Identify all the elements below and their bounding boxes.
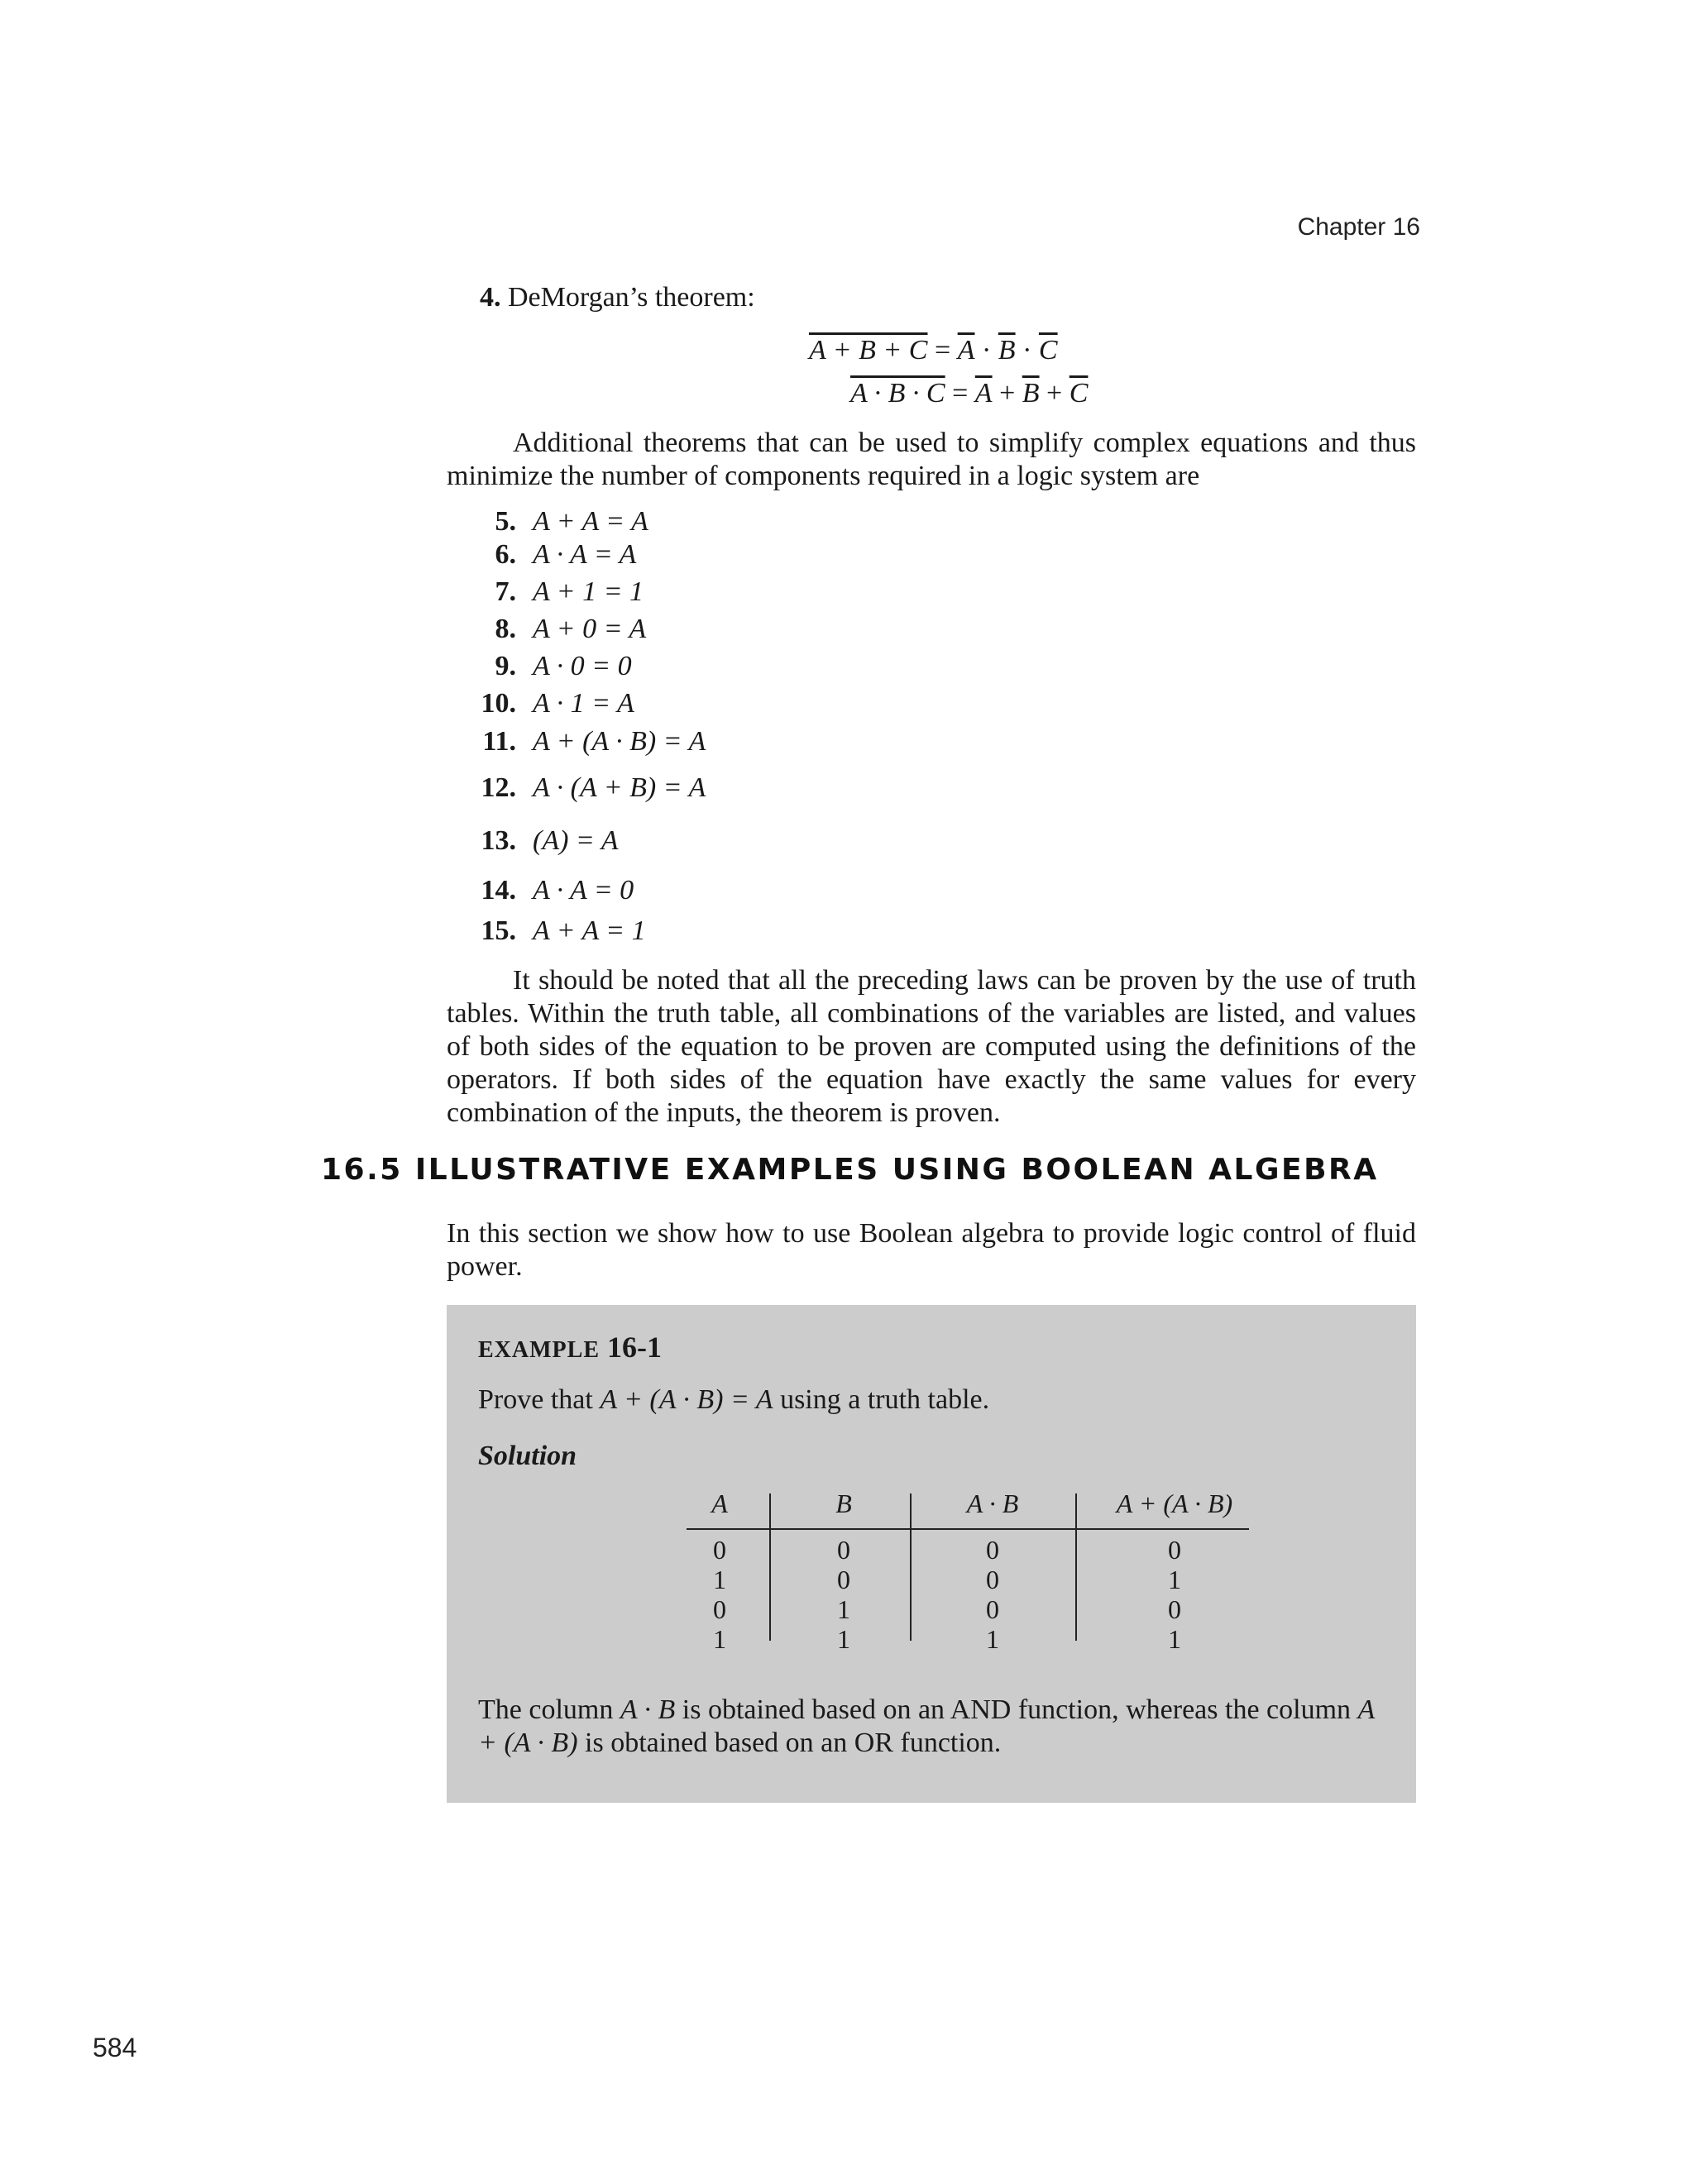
table-cell: 1 (837, 1594, 850, 1624)
table-cell: 1 (1168, 1565, 1181, 1594)
table-column-divider (769, 1493, 771, 1641)
table-cell: 1 (986, 1624, 999, 1654)
table-cell: 0 (1168, 1535, 1181, 1565)
example-box (447, 1305, 1416, 1803)
demorgan-equation-1: $A + B + C = \overline{A} \cdot \overline{B} \cdot \overline{C}$ (809, 335, 1058, 366)
section-intro: In this section we show how to use Boolean algebra to provide logic control of fluid power. (447, 1218, 1416, 1282)
table-header: A + (A · B) (1116, 1489, 1233, 1518)
item-number: 4. (480, 282, 501, 313)
demorgan-heading (480, 281, 755, 314)
table-header: A (711, 1489, 728, 1518)
example-note: The column A · B is obtained based on an AND function, whereas the column A + (A · B) is obtained based on an OR function. (478, 1694, 1375, 1758)
table-cell: 1 (1168, 1624, 1181, 1654)
law-6: 6. A · A = A (495, 539, 637, 570)
table-cell: 0 (986, 1535, 999, 1565)
law-8: 8. A + 0 = A (495, 614, 647, 644)
table-cell: 1 (837, 1624, 850, 1654)
eq2-lhs: A · B · C (850, 378, 945, 409)
example-title: EXAMPLE 16-1 (478, 1331, 662, 1364)
law-5: 5. A + A = A (495, 506, 648, 537)
law-9: 9. A · 0 = 0 (495, 651, 632, 681)
table-header-rule (687, 1528, 1249, 1530)
demorgan-label: DeMorgan’s theorem: (508, 282, 755, 313)
law-11: 11. A + (A · B) = A (482, 726, 706, 757)
table-column-divider (910, 1493, 912, 1641)
eq2-rhs-b: $\overline{B}$ (1022, 378, 1040, 409)
eq1-rhs-b: $\overline{B}$ (998, 335, 1016, 366)
law-13: 13. (A) = A (481, 825, 619, 856)
truth-table-column-or (1092, 1487, 1257, 1654)
table-column-divider (1075, 1493, 1077, 1641)
intro-paragraph: Additional theorems that can be used to simplify complex equations and thus minimize the number of components required in a logic system are (447, 428, 1416, 491)
eq1-rhs-a: $\overline{A}$ (957, 335, 975, 366)
running-head: Chapter 16 (1297, 213, 1420, 241)
table-cell: 0 (986, 1565, 999, 1594)
table-cell: 0 (1168, 1594, 1181, 1624)
table-cell: 0 (713, 1594, 726, 1624)
table-cell: 1 (713, 1565, 726, 1594)
law-10: 10. A · 1 = A (481, 688, 634, 719)
page-number: 584 (93, 2033, 137, 2062)
truth-table-column-and (935, 1487, 1050, 1654)
eq2-rhs-a: $\overline{A}$ (974, 378, 993, 409)
table-header: A · B (966, 1489, 1019, 1518)
eq1-lhs: A + B + C (809, 335, 928, 366)
law-14: 14. A · A = 0 (481, 875, 634, 906)
demorgan-equation-2: $A \cdot B \cdot C = \overline{A} + \overline{B} + \overline{C}$ (850, 378, 1089, 409)
table-cell: 1 (713, 1624, 726, 1654)
section-heading: 16.5 ILLUSTRATIVE EXAMPLES USING BOOLEAN ALGEBRA (321, 1153, 1379, 1187)
example-prompt: Prove that A + (A · B) = A using a truth table. (478, 1384, 990, 1415)
law-7: 7. A + 1 = 1 (495, 576, 644, 607)
eq2-rhs-c: $\overline{C}$ (1069, 378, 1089, 409)
truth-table-column-a (687, 1487, 753, 1654)
table-header: B (835, 1489, 852, 1518)
table-cell: 0 (837, 1535, 850, 1565)
eq1-rhs-c: $\overline{C}$ (1038, 335, 1058, 366)
table-cell: 0 (986, 1594, 999, 1624)
law-12: 12. A · (A + B) = A (481, 772, 706, 803)
truth-table-column-b (802, 1487, 885, 1654)
law-15: 15. A + A = 1 (481, 915, 646, 946)
table-cell: 0 (713, 1535, 726, 1565)
solution-label: Solution (478, 1441, 577, 1471)
table-cell: 0 (837, 1565, 850, 1594)
truth-table-paragraph: It should be noted that all the preceding laws can be proven by the use of truth tables. Within the truth table, all combinations of the variables are listed, and values of both sides of the equation to be proven are computed using the definitions of the operators. If both sides of the equation have exactly the same values for every combination of the inputs, the theorem is proven. (447, 965, 1416, 1128)
